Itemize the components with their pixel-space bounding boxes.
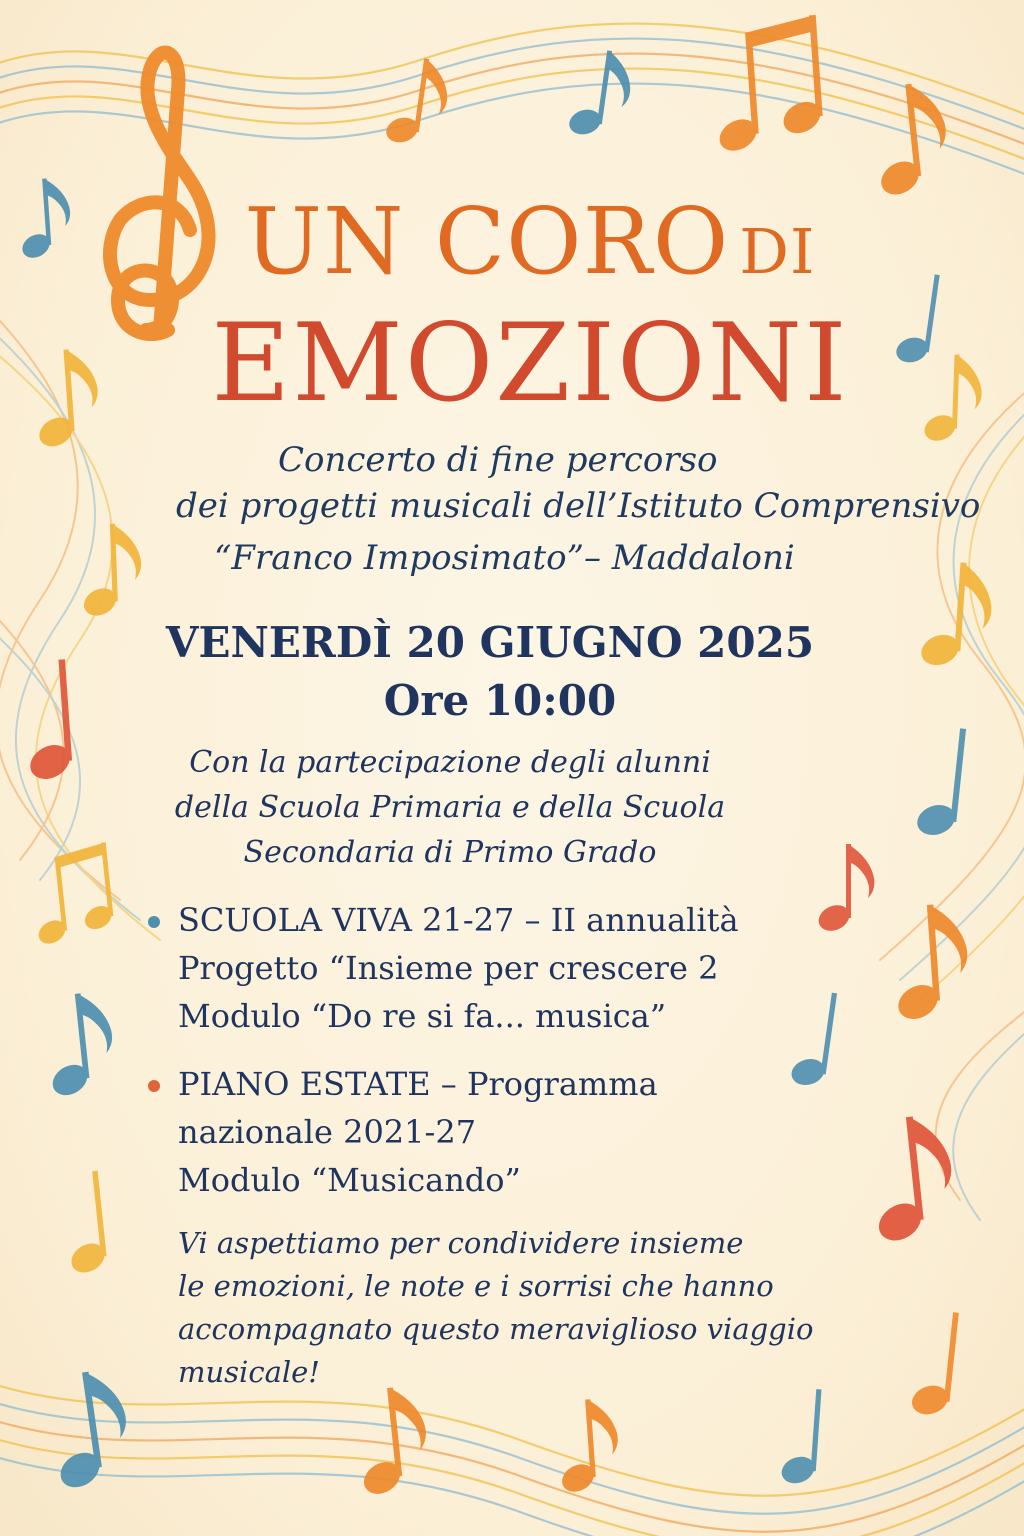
title-small-word: DI: [739, 215, 816, 288]
project-detail: Progetto “Insieme per crescere 2: [178, 949, 719, 987]
project-module: Modulo “Musicando”: [178, 1161, 521, 1199]
closing-line-2: le emozioni, le note e i sorrisi che hanno: [178, 1269, 774, 1303]
closing-message: [178, 1222, 878, 1394]
event-time: Ore 10:00: [383, 676, 617, 725]
title-line-2: EMOZIONI: [211, 301, 849, 426]
project-item-piano-estate: [178, 1060, 658, 1204]
subtitle-line-1: Concerto di fine percorso: [278, 440, 718, 480]
title-main: UN CORO: [244, 188, 730, 295]
subtitle-line-2: dei progetti musicali dell’Istituto Comprensivo: [176, 486, 981, 526]
bullet-icon: [148, 916, 160, 928]
subtitle-line-3: “Franco Imposimato”– Maddaloni: [214, 538, 795, 578]
event-date: VENERDÌ 20 GIUGNO 2025: [165, 618, 815, 667]
project-title: PIANO ESTATE – Programma: [178, 1065, 658, 1103]
participation-text: [0, 740, 900, 875]
closing-line-4: musicale!: [178, 1355, 320, 1389]
project-item-scuola-viva: [178, 896, 739, 1040]
project-title: SCUOLA VIVA 21-27 – II annualità: [178, 901, 739, 939]
closing-line-1: Vi aspettiamo per condividere insieme: [178, 1226, 744, 1260]
closing-line-3: accompagnato questo meraviglioso viaggio: [178, 1312, 814, 1346]
participation-line-1: Con la partecipazione degli alunni: [189, 745, 711, 780]
title-line-1: [0, 188, 1024, 295]
participation-line-3: Secondaria di Primo Grado: [243, 835, 657, 870]
participation-line-2: della Scuola Primaria e della Scuola: [174, 790, 726, 825]
project-detail: nazionale 2021-27: [178, 1113, 477, 1151]
project-module: Modulo “Do re si fa... musica”: [178, 997, 667, 1035]
bullet-icon: [148, 1080, 160, 1092]
